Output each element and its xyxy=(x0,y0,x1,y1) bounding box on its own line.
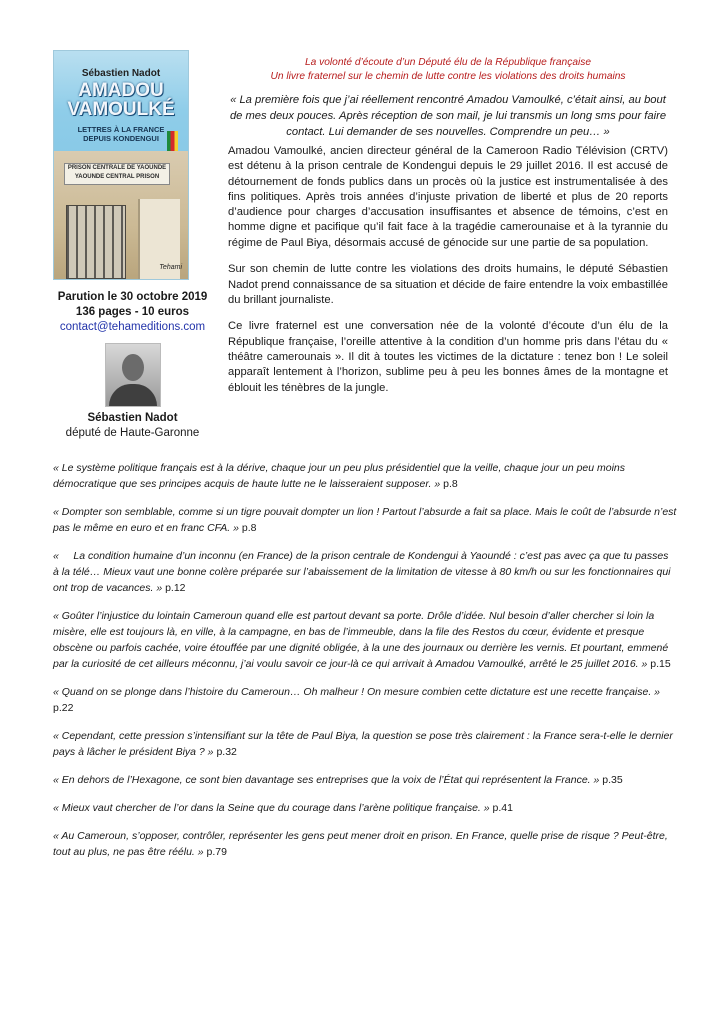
book-cover-image xyxy=(53,50,189,280)
portrait-shoulders xyxy=(109,384,157,407)
quote-page-ref: p.15 xyxy=(650,658,671,670)
cover-subtitle-line2: DEPUIS KONDENGUI xyxy=(83,134,159,143)
cover-title-line2: VAMOULKÉ xyxy=(67,99,175,120)
deputy-name: Sébastien Nadot xyxy=(87,412,178,424)
cover-publisher: Tehami xyxy=(159,264,182,271)
book-quote xyxy=(53,460,677,492)
quote-page-ref: p.41 xyxy=(492,802,513,814)
quote-text: « Le système politique français est à la dérive, chaque jour un peu plus présidentiel que la veille, chaque jour un peu moins démocratique que ses principes acquis de haute lutte ne le laisseraient supposer. » xyxy=(53,462,626,490)
book-info-column xyxy=(50,50,215,441)
book-quote xyxy=(53,608,677,672)
quote-page-ref: p.35 xyxy=(602,774,623,786)
cameroon-flag-icon xyxy=(167,131,178,151)
prison-sign-line2: YAOUNDE CENTRAL PRISON xyxy=(74,174,160,180)
contact-email-link[interactable]: contact@tehameditions.com xyxy=(59,321,206,333)
quote-text: « Cependant, cette pression s’intensifiant sur la tête de Paul Biya, la question se pose très clairement : la France sera-t-elle le dernier pays à lâcher le président Biya ? » xyxy=(53,730,673,758)
book-quote xyxy=(53,800,677,816)
book-quote xyxy=(53,548,677,596)
description-paragraph: Ce livre fraternel est une conversation née de la volonté d’écoute d’un élu de la République française, l’oreille attentive à la condition d’un homme pris dans l’étau du « théâtre camerounais ». Il dit à toutes les victimes de la dictature : tenez bon ! Le soleil apparaît lentement à l’horizon, sublime peu à peu les bonnes âmes de la montagne et éblouit les ténèbres de la jungle. xyxy=(228,320,668,394)
book-quote xyxy=(53,684,677,716)
quote-text: « Au Cameroun, s’opposer, contrôler, représenter les gens peut mener droit en prison. En France, quelle prise de risque ? Peut-être, tout au plus, ne pas être réélu. » xyxy=(53,830,668,858)
cover-title xyxy=(54,81,188,119)
quote-text: « Mieux vaut chercher de l’or dans la Seine que du courage dans l’arène politique française. » xyxy=(53,802,490,814)
deputy-role: député de Haute-Garonne xyxy=(65,427,200,439)
intro-quote: « La première fois que j’ai réellement rencontré Amadou Vamoulké, c’était ainsi, au bout de mes deux pouces. Après réception de son mail, je lui transmis un long sms pour faire contact. Lui demander de ses nouvelles. Comprendre un peu… » xyxy=(229,94,667,138)
release-date: Parution le 30 octobre 2019 xyxy=(57,291,208,303)
prison-sign xyxy=(64,163,170,185)
prison-sign-line1: PRISON CENTRALE DE YAOUNDE xyxy=(67,165,167,171)
quote-text: « Quand on se plonge dans l’histoire du Cameroun… Oh malheur ! On mesure combien cette dictature est une recette française. » xyxy=(53,686,661,698)
description-paragraph: Sur son chemin de lutte contre les violations des droits humains, le député Sébastien Nadot prend connaissance de sa situation et décide de faire entendre la voix embastillée du brillant journaliste. xyxy=(228,263,668,306)
book-quotes-list xyxy=(53,460,677,860)
quote-page-ref: p.8 xyxy=(443,478,458,490)
quote-page-ref: p.32 xyxy=(216,746,237,758)
quote-text: « En dehors de l’Hexagone, ce sont bien davantage ses entreprises que la voix de l’État qui représentent la France. » xyxy=(53,774,600,786)
description-paragraph: Amadou Vamoulké, ancien directeur général de la Cameroon Radio Télévision (CRTV) est détenu à la prison centrale de Kondengui depuis le 29 juillet 2016. Il est accusé de détournement de fonds publics dans un procès où la justice est instrumentalisée à des fins politiques. Après trois années d’injuste privation de liberté et plus de 20 reports d’audience pour charges d’accusation insuffisantes et absence de témoins, c’est en homme digne et pacifique qu’il fait face à la tragédie camerounaise et à la tyrannie du régime de Paul Biya, désormais accusé de génocide sur une partie de sa population. xyxy=(228,145,668,249)
book-quote xyxy=(53,728,677,760)
prison-gate-illustration xyxy=(66,205,126,279)
quote-page-ref: p.22 xyxy=(53,702,74,714)
portrait-head xyxy=(122,354,144,381)
book-quote xyxy=(53,504,677,536)
quote-text: « Dompter son semblable, comme si un tigre pouvait dompter un lion ! Partout l’absurde a fait sa place. Mais le coût de l’absurde n’est pas le même en euro et en franc CFA. » xyxy=(53,506,677,534)
tagline-line2: Un livre fraternel sur le chemin de lutte contre les violations des droits humains xyxy=(270,71,626,82)
quote-page-ref: p.12 xyxy=(165,582,186,594)
tagline-line1: La volonté d’écoute d’un Député élu de la République française xyxy=(304,57,592,68)
cover-subtitle-line1: LETTRES À LA FRANCE xyxy=(77,125,165,134)
quote-page-ref: p.79 xyxy=(206,846,227,858)
book-quote xyxy=(53,828,677,860)
pages-price: 136 pages - 10 euros xyxy=(75,306,190,318)
cover-title-line1: AMADOU xyxy=(78,80,164,101)
quote-text: « La condition humaine d’un inconnu (en France) de la prison centrale de Kondengui à Yaoundé : c’est pas avec ça que tu passes à la télé… Mieux vaut une bonne colère préparée sur l’abaissement de la limitation de vitesse à 80 km/h ou sur les fonctionnaires qui ont trop de vacances. » xyxy=(53,550,674,594)
quote-text: « Goûter l’injustice du lointain Cameroun quand elle est partout devant sa porte. Drôle d’idée. Nul besoin d’aller chercher si loin la misère, elle est toujours là, en ville, à la campagne, en bas de l’immeuble, dans la file des Restos du cœur, évidente et presque obscène ou parfois cachée, voire étouffée par une dignité obligée, à la une des journaux ou derrière les vernis. Et pourtant, emmené par la curiosité de cet ailleurs méconnu, j’ai voulu savoir ce jour-là ce qui arrivait à Amadou Vamoulké, arrêté le 25 juillet 2016. » xyxy=(53,610,669,670)
cover-author: Sébastien Nadot xyxy=(81,68,161,79)
author-portrait xyxy=(105,343,161,407)
book-quote xyxy=(53,772,677,788)
description-column xyxy=(228,56,668,407)
quote-page-ref: p.8 xyxy=(241,522,257,534)
